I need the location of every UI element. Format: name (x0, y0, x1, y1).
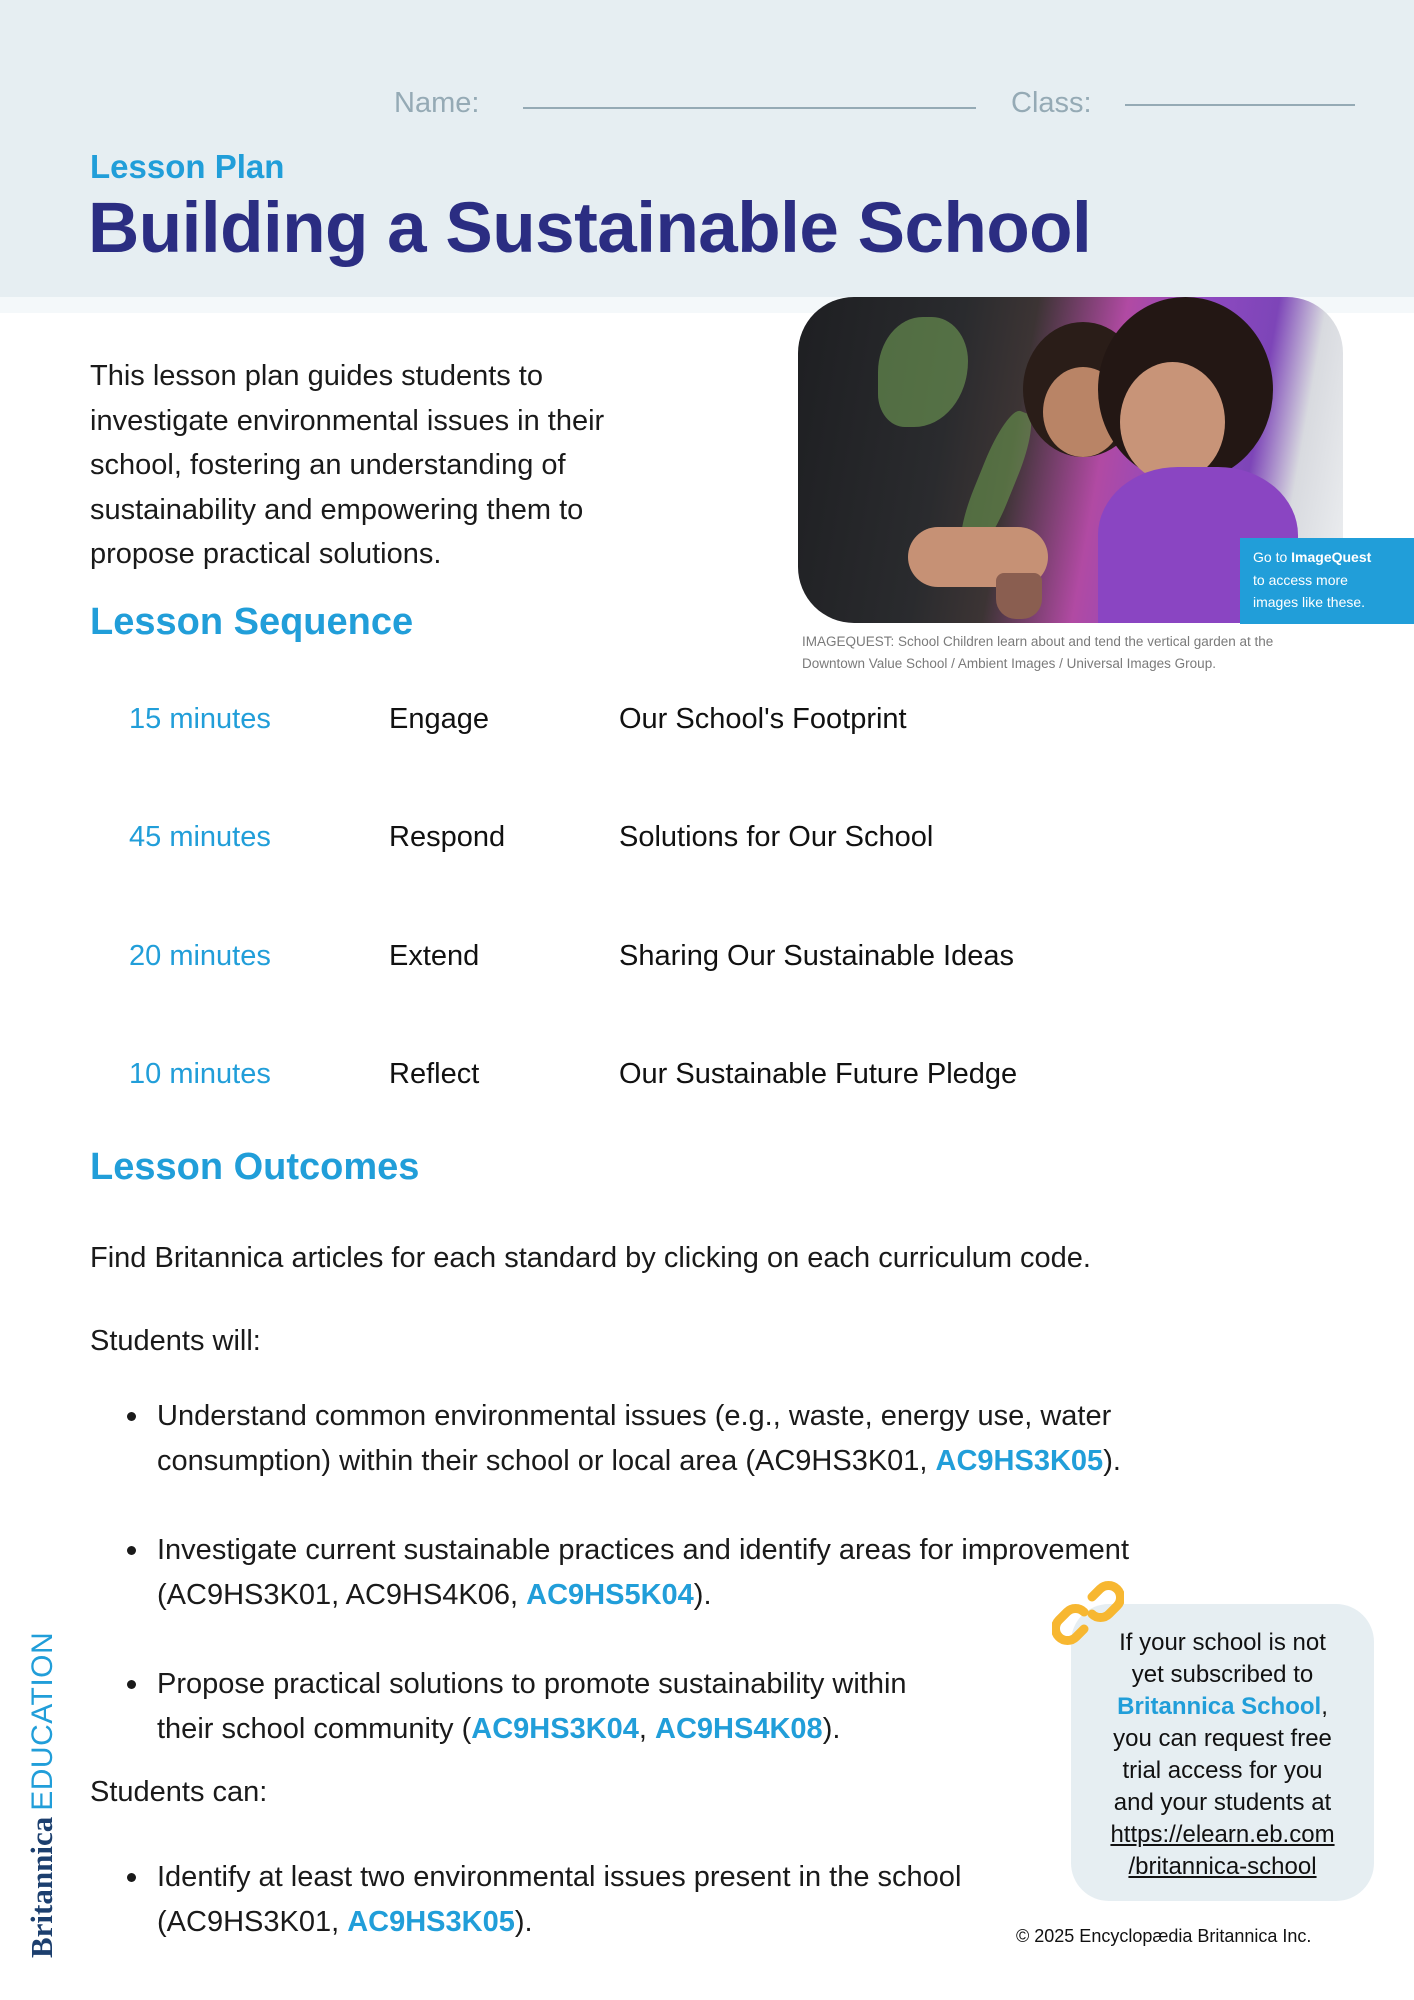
imagequest-brand: ImageQuest (1291, 549, 1372, 565)
sequence-phase: Respond (389, 821, 506, 853)
photo-plant-pot (996, 573, 1042, 619)
sequence-duration: 20 minutes (129, 940, 271, 972)
students-will-label: Students will: (90, 1325, 261, 1357)
britannica-education-logo (24, 1632, 60, 1958)
name-label: Name: (394, 87, 480, 119)
outcome-list-item: Propose practical solutions to promote sustainability within their school community (AC9HS3K04, AC9HS4K08). (157, 1662, 907, 1751)
curriculum-code-link[interactable]: AC9HS5K04 (526, 1578, 694, 1611)
intro-line: school, fostering an understanding of (90, 449, 566, 481)
logo-brand: Britannica (24, 1816, 59, 1958)
curriculum-code-link[interactable]: AC9HS3K04 (471, 1712, 639, 1745)
sequence-activity: Our Sustainable Future Pledge (619, 1058, 1018, 1090)
sequence-activity: Our School's Footprint (619, 703, 907, 735)
lesson-outcomes-heading: Lesson Outcomes (90, 1146, 420, 1188)
intro-line: propose practical solutions. (90, 538, 442, 570)
intro-paragraph (90, 354, 690, 577)
curriculum-code-link[interactable]: AC9HS3K05 (935, 1444, 1104, 1477)
copyright-notice: © 2025 Encyclopædia Britannica Inc. (1016, 1926, 1312, 1946)
britannica-school-link[interactable]: Britannica School (1117, 1693, 1322, 1720)
outcomes-instruction: Find Britannica articles for each standard by clicking on each curriculum code. (90, 1242, 1091, 1274)
sequence-duration: 45 minutes (129, 821, 271, 853)
sequence-phase: Engage (389, 703, 489, 735)
sequence-activity: Sharing Our Sustainable Ideas (619, 940, 1014, 972)
class-label: Class: (1011, 87, 1092, 119)
sequence-row (0, 940, 1100, 980)
class-field-line[interactable] (1125, 104, 1355, 106)
sequence-activity: Solutions for Our School (619, 821, 934, 853)
intro-line: This lesson plan guides students to (90, 360, 543, 392)
intro-line: sustainability and empowering them to (90, 493, 584, 526)
curriculum-code-link[interactable]: AC9HS3K05 (347, 1905, 515, 1938)
page-title: Building a Sustainable School (88, 189, 1092, 268)
image-caption: IMAGEQUEST: School Children learn about and tend the vertical garden at the Downtown Value School / Ambient Images / Universal Images Group. (802, 634, 1274, 671)
subscription-callout: If your school is not yet subscribed to Britannica School, you can request free trial access for you and your students at https://elearn.eb.com /britannica-school (1071, 1604, 1374, 1901)
photo-plant (878, 317, 968, 427)
intro-line: investigate environmental issues in their (90, 404, 605, 437)
sequence-row (0, 1058, 1100, 1098)
document-kicker: Lesson Plan (90, 148, 285, 185)
trial-url-link[interactable]: https://elearn.eb.com /britannica-school (1110, 1821, 1335, 1880)
sequence-duration: 10 minutes (129, 1058, 271, 1090)
logo-subbrand: EDUCATION (26, 1631, 59, 1811)
outcome-list-item: Identify at least two environmental issues present in the school (AC9HS3K01, AC9HS3K05). (157, 1855, 961, 1944)
imagequest-link-badge[interactable]: Go to ImageQuest to access more images like these. (1240, 538, 1414, 624)
sequence-phase: Extend (389, 940, 480, 972)
photo-child-face (1120, 362, 1225, 482)
sequence-row (0, 703, 1100, 743)
sequence-row (0, 821, 1100, 861)
lesson-sequence-heading: Lesson Sequence (90, 601, 414, 643)
sequence-phase: Reflect (389, 1058, 480, 1090)
students-can-label: Students can: (90, 1776, 268, 1808)
name-field-line[interactable] (523, 107, 976, 109)
outcome-list-item: Investigate current sustainable practices and identify areas for improvement (AC9HS3K01, AC9HS4K06, AC9HS5K04). (157, 1528, 1129, 1617)
curriculum-code-link[interactable]: AC9HS4K08 (655, 1712, 823, 1745)
sequence-duration: 15 minutes (129, 703, 271, 735)
link-icon (1052, 1577, 1124, 1649)
outcome-list-item: Understand common environmental issues (e.g., waste, energy use, water consumption) within their school or local area (AC9HS3K01, AC9HS3K05). (157, 1394, 1121, 1483)
